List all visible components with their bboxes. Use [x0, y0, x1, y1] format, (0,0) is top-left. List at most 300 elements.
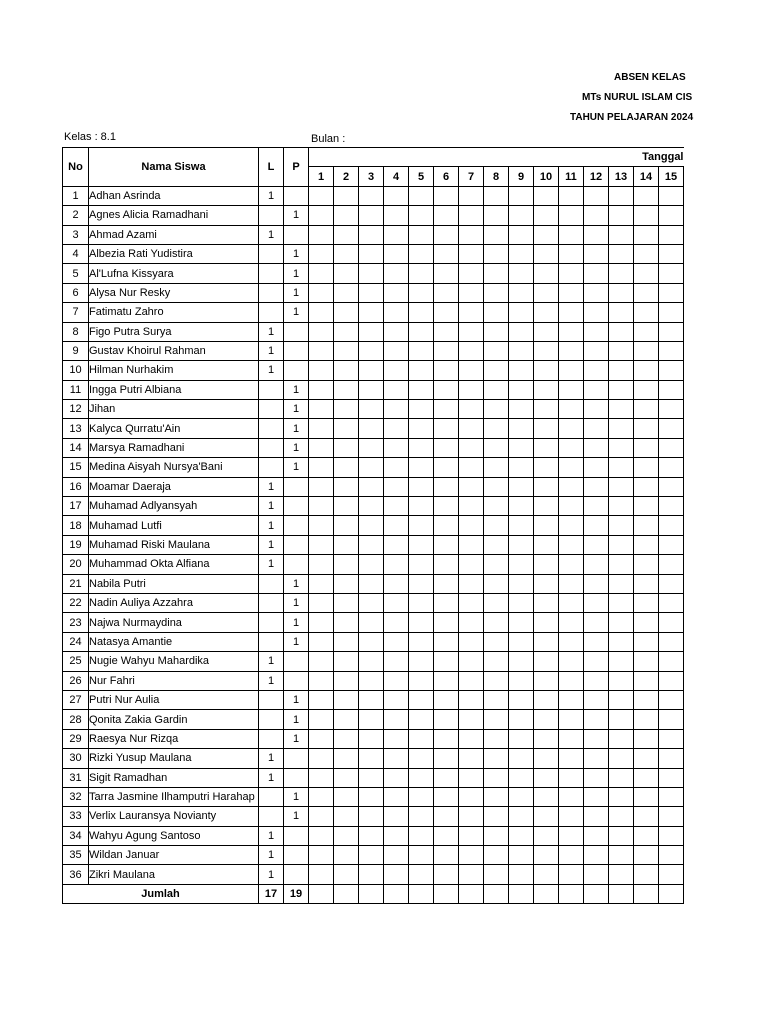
row-l[interactable]	[259, 438, 284, 457]
attendance-cell-day-6[interactable]	[434, 749, 459, 768]
attendance-cell-day-4[interactable]	[384, 361, 409, 380]
row-no[interactable]: 15	[63, 458, 89, 477]
attendance-cell-day-6[interactable]	[434, 283, 459, 302]
attendance-cell-day-2[interactable]	[334, 593, 359, 612]
attendance-cell-day-3[interactable]	[359, 749, 384, 768]
attendance-cell-day-14[interactable]	[634, 264, 659, 283]
attendance-cell-day-4[interactable]	[384, 652, 409, 671]
attendance-cell-day-3[interactable]	[359, 438, 384, 457]
attendance-cell-day-11[interactable]	[559, 361, 584, 380]
attendance-cell-day-4[interactable]	[384, 729, 409, 748]
row-l[interactable]: 1	[259, 341, 284, 360]
attendance-cell-day-2[interactable]	[334, 380, 359, 399]
attendance-cell-day-11[interactable]	[559, 303, 584, 322]
attendance-cell-day-1[interactable]	[309, 361, 334, 380]
attendance-cell-day-3[interactable]	[359, 690, 384, 709]
attendance-cell-day-12[interactable]	[584, 400, 609, 419]
attendance-cell-day-2[interactable]	[334, 419, 359, 438]
attendance-cell-day-8[interactable]	[484, 826, 509, 845]
attendance-cell-day-10[interactable]	[534, 458, 559, 477]
attendance-cell-day-1[interactable]	[309, 380, 334, 399]
row-l[interactable]: 1	[259, 361, 284, 380]
attendance-cell-day-7[interactable]	[459, 225, 484, 244]
attendance-cell-day-4[interactable]	[384, 419, 409, 438]
attendance-cell-day-1[interactable]	[309, 574, 334, 593]
row-name[interactable]: Natasya Amantie	[89, 632, 259, 651]
attendance-cell-day-15[interactable]	[659, 807, 684, 826]
attendance-cell-day-9[interactable]	[509, 710, 534, 729]
attendance-cell-day-10[interactable]	[534, 710, 559, 729]
row-name[interactable]: Kalyca Qurratu'Ain	[89, 419, 259, 438]
row-p[interactable]	[284, 749, 309, 768]
attendance-cell-day-10[interactable]	[534, 419, 559, 438]
attendance-cell-day-12[interactable]	[584, 729, 609, 748]
attendance-cell-day-13[interactable]	[609, 710, 634, 729]
row-no[interactable]: 35	[63, 846, 89, 865]
attendance-cell-day-6[interactable]	[434, 341, 459, 360]
attendance-cell-day-10[interactable]	[534, 477, 559, 496]
attendance-cell-day-11[interactable]	[559, 787, 584, 806]
attendance-cell-day-13[interactable]	[609, 244, 634, 263]
row-no[interactable]: 12	[63, 400, 89, 419]
row-no[interactable]: 32	[63, 787, 89, 806]
attendance-cell-day-12[interactable]	[584, 632, 609, 651]
row-p[interactable]	[284, 535, 309, 554]
attendance-cell-day-11[interactable]	[559, 846, 584, 865]
attendance-cell-day-13[interactable]	[609, 807, 634, 826]
attendance-cell-day-5[interactable]	[409, 865, 434, 884]
attendance-cell-day-1[interactable]	[309, 438, 334, 457]
attendance-cell-day-11[interactable]	[559, 380, 584, 399]
attendance-cell-day-2[interactable]	[334, 613, 359, 632]
attendance-cell-day-6[interactable]	[434, 264, 459, 283]
attendance-cell-day-13[interactable]	[609, 652, 634, 671]
row-name[interactable]: Figo Putra Surya	[89, 322, 259, 341]
row-name[interactable]: Nur Fahri	[89, 671, 259, 690]
attendance-cell-day-7[interactable]	[459, 244, 484, 263]
attendance-cell-day-5[interactable]	[409, 846, 434, 865]
row-l[interactable]: 1	[259, 225, 284, 244]
attendance-cell-day-5[interactable]	[409, 380, 434, 399]
attendance-cell-day-7[interactable]	[459, 419, 484, 438]
attendance-cell-day-14[interactable]	[634, 613, 659, 632]
attendance-cell-day-15[interactable]	[659, 729, 684, 748]
attendance-cell-day-7[interactable]	[459, 497, 484, 516]
attendance-cell-day-7[interactable]	[459, 458, 484, 477]
attendance-cell-day-3[interactable]	[359, 497, 384, 516]
attendance-cell-day-15[interactable]	[659, 690, 684, 709]
row-l[interactable]: 1	[259, 497, 284, 516]
attendance-cell-day-15[interactable]	[659, 671, 684, 690]
attendance-cell-day-6[interactable]	[434, 438, 459, 457]
attendance-cell-day-7[interactable]	[459, 535, 484, 554]
attendance-cell-day-3[interactable]	[359, 613, 384, 632]
attendance-cell-day-4[interactable]	[384, 283, 409, 302]
row-p[interactable]	[284, 652, 309, 671]
attendance-cell-day-10[interactable]	[534, 303, 559, 322]
attendance-cell-day-8[interactable]	[484, 846, 509, 865]
row-p[interactable]: 1	[284, 419, 309, 438]
attendance-cell-day-6[interactable]	[434, 206, 459, 225]
attendance-cell-day-13[interactable]	[609, 477, 634, 496]
attendance-cell-day-5[interactable]	[409, 458, 434, 477]
attendance-cell-day-6[interactable]	[434, 186, 459, 205]
attendance-cell-day-4[interactable]	[384, 555, 409, 574]
attendance-cell-day-13[interactable]	[609, 768, 634, 787]
attendance-cell-day-8[interactable]	[484, 535, 509, 554]
attendance-cell-day-9[interactable]	[509, 652, 534, 671]
row-no[interactable]: 1	[63, 186, 89, 205]
attendance-cell-day-1[interactable]	[309, 555, 334, 574]
row-name[interactable]: Muhamad Adlyansyah	[89, 497, 259, 516]
attendance-cell-day-14[interactable]	[634, 477, 659, 496]
attendance-cell-day-9[interactable]	[509, 613, 534, 632]
attendance-cell-day-8[interactable]	[484, 361, 509, 380]
attendance-cell-day-12[interactable]	[584, 206, 609, 225]
attendance-cell-day-11[interactable]	[559, 710, 584, 729]
attendance-cell-day-5[interactable]	[409, 283, 434, 302]
attendance-cell-day-1[interactable]	[309, 865, 334, 884]
attendance-cell-day-3[interactable]	[359, 225, 384, 244]
attendance-cell-day-7[interactable]	[459, 477, 484, 496]
attendance-cell-day-14[interactable]	[634, 361, 659, 380]
attendance-cell-day-1[interactable]	[309, 749, 334, 768]
row-no[interactable]: 24	[63, 632, 89, 651]
attendance-cell-day-9[interactable]	[509, 322, 534, 341]
attendance-cell-day-11[interactable]	[559, 497, 584, 516]
attendance-cell-day-14[interactable]	[634, 787, 659, 806]
attendance-cell-day-3[interactable]	[359, 826, 384, 845]
attendance-cell-day-15[interactable]	[659, 477, 684, 496]
attendance-cell-day-14[interactable]	[634, 710, 659, 729]
row-l[interactable]: 1	[259, 516, 284, 535]
attendance-cell-day-11[interactable]	[559, 516, 584, 535]
attendance-cell-day-2[interactable]	[334, 787, 359, 806]
attendance-cell-day-4[interactable]	[384, 341, 409, 360]
attendance-cell-day-8[interactable]	[484, 477, 509, 496]
attendance-cell-day-3[interactable]	[359, 865, 384, 884]
attendance-cell-day-3[interactable]	[359, 729, 384, 748]
attendance-cell-day-7[interactable]	[459, 186, 484, 205]
row-p[interactable]	[284, 768, 309, 787]
attendance-cell-day-14[interactable]	[634, 865, 659, 884]
attendance-cell-day-8[interactable]	[484, 283, 509, 302]
attendance-cell-day-7[interactable]	[459, 632, 484, 651]
attendance-cell-day-6[interactable]	[434, 574, 459, 593]
attendance-cell-day-4[interactable]	[384, 671, 409, 690]
row-p[interactable]: 1	[284, 400, 309, 419]
attendance-cell-day-8[interactable]	[484, 516, 509, 535]
attendance-cell-day-15[interactable]	[659, 341, 684, 360]
row-no[interactable]: 29	[63, 729, 89, 748]
attendance-cell-day-3[interactable]	[359, 574, 384, 593]
jumlah-cell-day-15[interactable]	[659, 884, 684, 903]
attendance-cell-day-2[interactable]	[334, 322, 359, 341]
attendance-cell-day-3[interactable]	[359, 710, 384, 729]
row-p[interactable]	[284, 555, 309, 574]
attendance-cell-day-14[interactable]	[634, 671, 659, 690]
attendance-cell-day-13[interactable]	[609, 458, 634, 477]
jumlah-cell-day-12[interactable]	[584, 884, 609, 903]
attendance-cell-day-1[interactable]	[309, 419, 334, 438]
attendance-cell-day-14[interactable]	[634, 458, 659, 477]
attendance-cell-day-11[interactable]	[559, 400, 584, 419]
attendance-cell-day-9[interactable]	[509, 458, 534, 477]
attendance-cell-day-3[interactable]	[359, 244, 384, 263]
row-no[interactable]: 8	[63, 322, 89, 341]
attendance-cell-day-10[interactable]	[534, 438, 559, 457]
row-no[interactable]: 3	[63, 225, 89, 244]
attendance-cell-day-6[interactable]	[434, 380, 459, 399]
row-l[interactable]: 1	[259, 322, 284, 341]
attendance-cell-day-2[interactable]	[334, 244, 359, 263]
attendance-cell-day-15[interactable]	[659, 787, 684, 806]
attendance-cell-day-12[interactable]	[584, 186, 609, 205]
row-l[interactable]	[259, 690, 284, 709]
attendance-cell-day-4[interactable]	[384, 846, 409, 865]
attendance-cell-day-10[interactable]	[534, 361, 559, 380]
row-p[interactable]	[284, 865, 309, 884]
row-name[interactable]: Muhammad Okta Alfiana	[89, 555, 259, 574]
attendance-cell-day-14[interactable]	[634, 652, 659, 671]
attendance-cell-day-10[interactable]	[534, 516, 559, 535]
attendance-cell-day-3[interactable]	[359, 787, 384, 806]
attendance-cell-day-8[interactable]	[484, 264, 509, 283]
row-l[interactable]	[259, 458, 284, 477]
attendance-cell-day-14[interactable]	[634, 206, 659, 225]
attendance-cell-day-9[interactable]	[509, 593, 534, 612]
attendance-cell-day-13[interactable]	[609, 206, 634, 225]
attendance-cell-day-15[interactable]	[659, 322, 684, 341]
jumlah-cell-day-4[interactable]	[384, 884, 409, 903]
attendance-cell-day-8[interactable]	[484, 438, 509, 457]
attendance-cell-day-13[interactable]	[609, 690, 634, 709]
attendance-cell-day-14[interactable]	[634, 419, 659, 438]
row-p[interactable]: 1	[284, 380, 309, 399]
attendance-cell-day-2[interactable]	[334, 341, 359, 360]
attendance-cell-day-4[interactable]	[384, 322, 409, 341]
attendance-cell-day-2[interactable]	[334, 283, 359, 302]
row-no[interactable]: 19	[63, 535, 89, 554]
attendance-cell-day-5[interactable]	[409, 206, 434, 225]
attendance-cell-day-2[interactable]	[334, 497, 359, 516]
attendance-cell-day-10[interactable]	[534, 555, 559, 574]
attendance-cell-day-2[interactable]	[334, 186, 359, 205]
attendance-cell-day-15[interactable]	[659, 826, 684, 845]
row-l[interactable]: 1	[259, 186, 284, 205]
attendance-cell-day-12[interactable]	[584, 419, 609, 438]
attendance-cell-day-10[interactable]	[534, 400, 559, 419]
attendance-cell-day-9[interactable]	[509, 749, 534, 768]
attendance-cell-day-1[interactable]	[309, 283, 334, 302]
attendance-cell-day-7[interactable]	[459, 516, 484, 535]
attendance-cell-day-11[interactable]	[559, 652, 584, 671]
attendance-cell-day-3[interactable]	[359, 671, 384, 690]
attendance-cell-day-13[interactable]	[609, 516, 634, 535]
attendance-cell-day-4[interactable]	[384, 244, 409, 263]
attendance-cell-day-12[interactable]	[584, 710, 609, 729]
row-p[interactable]: 1	[284, 206, 309, 225]
attendance-cell-day-1[interactable]	[309, 244, 334, 263]
attendance-cell-day-4[interactable]	[384, 593, 409, 612]
row-name[interactable]: Medina Aisyah Nursya'Bani	[89, 458, 259, 477]
attendance-cell-day-13[interactable]	[609, 303, 634, 322]
attendance-cell-day-14[interactable]	[634, 341, 659, 360]
attendance-cell-day-4[interactable]	[384, 807, 409, 826]
attendance-cell-day-11[interactable]	[559, 613, 584, 632]
attendance-cell-day-13[interactable]	[609, 186, 634, 205]
attendance-cell-day-3[interactable]	[359, 419, 384, 438]
attendance-cell-day-1[interactable]	[309, 787, 334, 806]
attendance-cell-day-3[interactable]	[359, 535, 384, 554]
attendance-cell-day-14[interactable]	[634, 400, 659, 419]
attendance-cell-day-6[interactable]	[434, 477, 459, 496]
attendance-cell-day-11[interactable]	[559, 458, 584, 477]
attendance-cell-day-6[interactable]	[434, 593, 459, 612]
attendance-cell-day-3[interactable]	[359, 341, 384, 360]
attendance-cell-day-9[interactable]	[509, 826, 534, 845]
attendance-cell-day-6[interactable]	[434, 516, 459, 535]
attendance-cell-day-12[interactable]	[584, 826, 609, 845]
attendance-cell-day-5[interactable]	[409, 729, 434, 748]
row-no[interactable]: 13	[63, 419, 89, 438]
attendance-cell-day-15[interactable]	[659, 438, 684, 457]
attendance-cell-day-2[interactable]	[334, 516, 359, 535]
attendance-cell-day-11[interactable]	[559, 555, 584, 574]
attendance-cell-day-12[interactable]	[584, 613, 609, 632]
attendance-cell-day-10[interactable]	[534, 749, 559, 768]
attendance-cell-day-6[interactable]	[434, 303, 459, 322]
row-p[interactable]	[284, 671, 309, 690]
attendance-cell-day-7[interactable]	[459, 749, 484, 768]
attendance-cell-day-5[interactable]	[409, 516, 434, 535]
attendance-cell-day-7[interactable]	[459, 400, 484, 419]
attendance-cell-day-7[interactable]	[459, 826, 484, 845]
attendance-cell-day-3[interactable]	[359, 361, 384, 380]
row-p[interactable]: 1	[284, 303, 309, 322]
attendance-cell-day-12[interactable]	[584, 749, 609, 768]
row-no[interactable]: 34	[63, 826, 89, 845]
attendance-cell-day-13[interactable]	[609, 535, 634, 554]
attendance-cell-day-2[interactable]	[334, 652, 359, 671]
attendance-cell-day-9[interactable]	[509, 535, 534, 554]
attendance-cell-day-7[interactable]	[459, 341, 484, 360]
row-name[interactable]: Marsya Ramadhani	[89, 438, 259, 457]
attendance-cell-day-12[interactable]	[584, 593, 609, 612]
attendance-cell-day-4[interactable]	[384, 632, 409, 651]
attendance-cell-day-9[interactable]	[509, 787, 534, 806]
attendance-cell-day-13[interactable]	[609, 438, 634, 457]
row-name[interactable]: Agnes Alicia Ramadhani	[89, 206, 259, 225]
row-no[interactable]: 4	[63, 244, 89, 263]
attendance-cell-day-10[interactable]	[534, 283, 559, 302]
attendance-cell-day-9[interactable]	[509, 729, 534, 748]
attendance-cell-day-12[interactable]	[584, 574, 609, 593]
attendance-cell-day-12[interactable]	[584, 846, 609, 865]
attendance-cell-day-4[interactable]	[384, 865, 409, 884]
attendance-cell-day-9[interactable]	[509, 225, 534, 244]
attendance-cell-day-8[interactable]	[484, 303, 509, 322]
row-p[interactable]: 1	[284, 690, 309, 709]
row-name[interactable]: Raesya Nur Rizqa	[89, 729, 259, 748]
attendance-cell-day-7[interactable]	[459, 807, 484, 826]
row-l[interactable]: 1	[259, 846, 284, 865]
attendance-cell-day-10[interactable]	[534, 613, 559, 632]
attendance-cell-day-6[interactable]	[434, 807, 459, 826]
jumlah-cell-day-6[interactable]	[434, 884, 459, 903]
row-no[interactable]: 18	[63, 516, 89, 535]
attendance-cell-day-10[interactable]	[534, 535, 559, 554]
attendance-cell-day-9[interactable]	[509, 264, 534, 283]
row-name[interactable]: Nabila Putri	[89, 574, 259, 593]
row-p[interactable]: 1	[284, 632, 309, 651]
attendance-cell-day-10[interactable]	[534, 186, 559, 205]
attendance-cell-day-12[interactable]	[584, 497, 609, 516]
attendance-cell-day-10[interactable]	[534, 264, 559, 283]
attendance-cell-day-6[interactable]	[434, 613, 459, 632]
row-name[interactable]: Muhamad Riski Maulana	[89, 535, 259, 554]
attendance-cell-day-4[interactable]	[384, 303, 409, 322]
row-no[interactable]: 25	[63, 652, 89, 671]
attendance-cell-day-9[interactable]	[509, 380, 534, 399]
attendance-cell-day-5[interactable]	[409, 322, 434, 341]
row-name[interactable]: Muhamad Lutfi	[89, 516, 259, 535]
attendance-cell-day-11[interactable]	[559, 244, 584, 263]
row-l[interactable]: 1	[259, 477, 284, 496]
attendance-cell-day-9[interactable]	[509, 303, 534, 322]
row-no[interactable]: 2	[63, 206, 89, 225]
attendance-cell-day-13[interactable]	[609, 865, 634, 884]
attendance-cell-day-5[interactable]	[409, 438, 434, 457]
attendance-cell-day-7[interactable]	[459, 671, 484, 690]
attendance-cell-day-1[interactable]	[309, 458, 334, 477]
attendance-cell-day-15[interactable]	[659, 613, 684, 632]
attendance-cell-day-13[interactable]	[609, 632, 634, 651]
attendance-cell-day-14[interactable]	[634, 826, 659, 845]
attendance-cell-day-11[interactable]	[559, 749, 584, 768]
attendance-cell-day-15[interactable]	[659, 865, 684, 884]
row-l[interactable]	[259, 574, 284, 593]
attendance-cell-day-15[interactable]	[659, 380, 684, 399]
attendance-cell-day-8[interactable]	[484, 652, 509, 671]
attendance-cell-day-5[interactable]	[409, 535, 434, 554]
attendance-cell-day-9[interactable]	[509, 516, 534, 535]
attendance-cell-day-10[interactable]	[534, 244, 559, 263]
row-name[interactable]: Ingga Putri Albiana	[89, 380, 259, 399]
attendance-cell-day-9[interactable]	[509, 497, 534, 516]
attendance-cell-day-5[interactable]	[409, 341, 434, 360]
attendance-cell-day-10[interactable]	[534, 846, 559, 865]
attendance-cell-day-2[interactable]	[334, 729, 359, 748]
jumlah-cell-day-5[interactable]	[409, 884, 434, 903]
attendance-cell-day-10[interactable]	[534, 322, 559, 341]
attendance-cell-day-13[interactable]	[609, 826, 634, 845]
attendance-cell-day-11[interactable]	[559, 438, 584, 457]
attendance-cell-day-13[interactable]	[609, 419, 634, 438]
row-no[interactable]: 17	[63, 497, 89, 516]
row-name[interactable]: Moamar Daeraja	[89, 477, 259, 496]
attendance-cell-day-15[interactable]	[659, 516, 684, 535]
attendance-cell-day-9[interactable]	[509, 632, 534, 651]
jumlah-cell-day-1[interactable]	[309, 884, 334, 903]
attendance-cell-day-6[interactable]	[434, 419, 459, 438]
row-name[interactable]: Rizki Yusup Maulana	[89, 749, 259, 768]
attendance-cell-day-4[interactable]	[384, 186, 409, 205]
attendance-cell-day-6[interactable]	[434, 244, 459, 263]
row-l[interactable]	[259, 303, 284, 322]
attendance-cell-day-4[interactable]	[384, 826, 409, 845]
attendance-cell-day-2[interactable]	[334, 846, 359, 865]
